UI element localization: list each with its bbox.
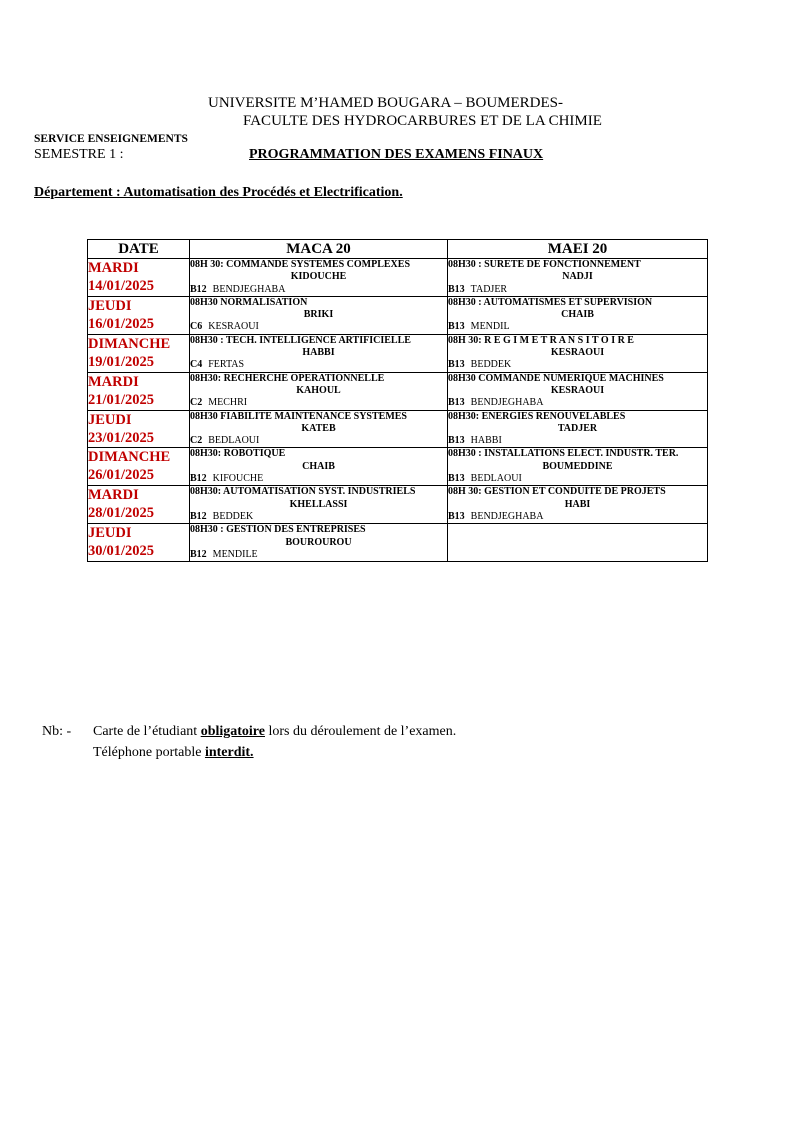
exam-professor: HABBI: [302, 347, 335, 359]
exam-date-cell: [88, 486, 190, 524]
note-obligatoire: obligatoire: [200, 724, 265, 739]
exam-room: B13: [448, 435, 465, 447]
department-title: Département : Automatisation des Procédés et Electrification.: [34, 185, 403, 200]
exam-room-line: [448, 359, 707, 371]
exam-room-line: [190, 359, 447, 371]
exam-professor: BRIKI: [303, 309, 334, 321]
maei-exam-cell: [448, 259, 708, 297]
maca-exam-cell: [190, 448, 448, 486]
maei-exam-cell: [448, 296, 708, 334]
header-maca: MACA 20: [190, 240, 448, 259]
maca-exam-cell: [190, 334, 448, 372]
exam-title: 08H 30: GESTION ET CONDUITE DE PROJETS: [448, 486, 666, 498]
exam-room: B12: [190, 283, 207, 295]
note-label: Nb: -: [42, 724, 72, 739]
exam-professor: KATEB: [301, 422, 336, 434]
table-header-row: [88, 240, 708, 259]
exam-room: C6: [190, 321, 203, 333]
exam-supervisor: BENDJEGHABA: [470, 397, 544, 409]
exam-title: 08H30 : SURETE DE FONCTIONNEMENT: [448, 259, 641, 270]
exam-title: 08H30 FIABILITE MAINTENANCE SYSTEMES: [190, 410, 407, 422]
exam-date: 21/01/2025: [88, 391, 155, 408]
note-line-1-prefix: Carte de l’étudiant: [93, 724, 198, 739]
exam-room-line: [448, 511, 707, 523]
faculty-name: FACULTE DES HYDROCARBURES ET DE LA CHIMIE: [243, 113, 602, 129]
exam-date: 28/01/2025: [88, 505, 155, 522]
exam-schedule-table: [87, 239, 708, 562]
exam-professor: BOUROUROU: [285, 536, 352, 548]
exam-day: MARDI: [88, 260, 139, 276]
program-title: PROGRAMMATION DES EXAMENS FINAUX: [249, 147, 544, 162]
exam-day: MARDI: [88, 487, 139, 504]
exam-supervisor: BEDLAOUI: [470, 473, 522, 485]
exam-room-line: [448, 284, 707, 296]
exam-date: 30/01/2025: [88, 543, 155, 560]
exam-supervisor: BENDJEGHABA: [470, 510, 544, 522]
exam-room-line: [190, 473, 447, 485]
exam-supervisor: BENDJEGHABA: [212, 283, 286, 295]
exam-date-cell: [88, 259, 190, 297]
exam-room-line: [190, 397, 447, 409]
exam-date-cell: [88, 296, 190, 334]
exam-supervisor: KESRAOUI: [208, 321, 259, 333]
exam-room: C2: [190, 397, 203, 409]
service-label: SERVICE ENSEIGNEMENTS: [34, 133, 188, 145]
exam-supervisor: BEDLAOUI: [208, 435, 260, 447]
maei-exam-cell: [448, 372, 708, 410]
exam-room-line: [190, 321, 447, 333]
exam-date-cell: [88, 410, 190, 448]
exam-room-line: [448, 473, 707, 485]
exam-room-line: [448, 321, 707, 333]
exam-title: 08H30 : GESTION DES ENTREPRISES: [190, 524, 366, 536]
exam-room-line: [190, 435, 447, 447]
exam-professor: HABI: [564, 498, 591, 510]
exam-title: 08H30 : AUTOMATISMES ET SUPERVISION: [448, 296, 653, 308]
exam-supervisor: FERTAS: [208, 359, 245, 371]
university-name: UNIVERSITE M’HAMED BOUGARA – BOUMERDES-: [208, 95, 564, 111]
table-row: [88, 410, 708, 448]
exam-supervisor: MENDIL: [470, 321, 510, 333]
note-line-2-prefix: Téléphone portable: [93, 745, 202, 760]
exam-professor: KHELLASSI: [289, 498, 348, 510]
exam-professor: KAHOUL: [296, 384, 341, 396]
exam-room: B12: [190, 548, 207, 560]
exam-professor: KESRAOUI: [550, 384, 605, 396]
exam-day: JEUDI: [88, 525, 132, 542]
exam-supervisor: BEDDEK: [212, 510, 254, 522]
exam-room: B13: [448, 283, 465, 295]
exam-room: B13: [448, 510, 465, 522]
maca-exam-cell: [190, 410, 448, 448]
exam-date-cell: [88, 372, 190, 410]
table-row: [88, 334, 708, 372]
header-maei: MAEI 20: [448, 240, 708, 259]
exam-professor: NADJI: [562, 271, 593, 283]
table-row: [88, 486, 708, 524]
exam-room: B13: [448, 473, 465, 485]
exam-title: 08H30: RECHERCHE OPERATIONNELLE: [190, 372, 385, 384]
exam-date: 16/01/2025: [88, 315, 155, 332]
exam-room: B13: [448, 397, 465, 409]
exam-date-cell: [88, 334, 190, 372]
exam-date: 19/01/2025: [88, 353, 155, 370]
maei-exam-cell: [448, 524, 708, 562]
exam-room: C4: [190, 359, 203, 371]
exam-supervisor: BEDDEK: [470, 359, 512, 371]
table-row: [88, 524, 708, 562]
exam-date-cell: [88, 448, 190, 486]
exam-supervisor: MENDILE: [212, 548, 258, 560]
exam-date: 26/01/2025: [88, 467, 155, 484]
header-date: DATE: [88, 240, 190, 259]
exam-day: JEUDI: [88, 411, 132, 428]
maei-exam-cell: [448, 486, 708, 524]
exam-date-cell: [88, 524, 190, 562]
maei-exam-cell: [448, 334, 708, 372]
exam-room-line: [448, 435, 707, 447]
exam-room: B12: [190, 473, 207, 485]
maca-exam-cell: [190, 486, 448, 524]
maca-exam-cell: [190, 296, 448, 334]
exam-supervisor: HABBI: [470, 435, 502, 447]
maei-exam-cell: [448, 448, 708, 486]
note-line-2: [93, 745, 254, 761]
semester-label: SEMESTRE 1 :: [34, 147, 124, 162]
note-line-1-suffix: lors du déroulement de l’examen.: [268, 724, 457, 739]
exam-supervisor: MECHRI: [208, 397, 248, 409]
note-interdit: interdit.: [204, 745, 254, 760]
exam-room: C2: [190, 435, 203, 447]
exam-title: 08H30 COMMANDE NUMERIQUE MACHINES: [448, 372, 664, 384]
exam-supervisor: KIFOUCHE: [212, 473, 264, 485]
exam-day: DIMANCHE: [88, 335, 171, 352]
exam-professor: TADJER: [557, 422, 598, 434]
table-row: [88, 296, 708, 334]
exam-date: 14/01/2025: [88, 278, 155, 294]
exam-title: 08H30 : TECH. INTELLIGENCE ARTIFICIELLE: [190, 334, 411, 346]
exam-day: MARDI: [88, 373, 139, 390]
exam-title: 08H30: ENERGIES RENOUVELABLES: [448, 410, 626, 422]
exam-room-line: [448, 524, 707, 536]
table-row: [88, 259, 708, 297]
exam-title: 08H30 NORMALISATION: [190, 296, 308, 308]
exam-professor: KESRAOUI: [550, 347, 605, 359]
exam-day: JEUDI: [88, 297, 132, 314]
maca-exam-cell: [190, 259, 448, 297]
exam-professor: CHAIB: [302, 460, 335, 472]
exam-professor: CHAIB: [561, 309, 594, 321]
exam-title: 08H30 : INSTALLATIONS ELECT. INDUSTR. TER.: [448, 448, 679, 460]
table-row: [88, 448, 708, 486]
exam-professor: BOUMEDDINE: [542, 460, 613, 472]
maca-exam-cell: [190, 524, 448, 562]
maei-exam-cell: [448, 410, 708, 448]
exam-room: B12: [190, 510, 207, 522]
table-row: [88, 372, 708, 410]
maca-exam-cell: [190, 372, 448, 410]
exam-room-line: [190, 549, 447, 561]
exam-room-line: [190, 284, 447, 296]
exam-room: B13: [448, 321, 465, 333]
exam-title: 08H 30: COMMANDE SYSTEMES COMPLEXES: [190, 259, 411, 270]
exam-title: 08H 30: R E G I M E T R A N S I T O I R E: [448, 334, 634, 346]
exam-room: B13: [448, 359, 465, 371]
exam-title: 08H30: ROBOTIQUE: [190, 448, 286, 460]
note-line-1: [93, 724, 456, 740]
exam-professor: KIDOUCHE: [290, 271, 347, 283]
exam-room-line: [448, 397, 707, 409]
exam-day: DIMANCHE: [88, 449, 171, 466]
exam-date: 23/01/2025: [88, 429, 155, 446]
exam-supervisor: TADJER: [470, 283, 508, 295]
exam-room-line: [190, 511, 447, 523]
exam-title: 08H30: AUTOMATISATION SYST. INDUSTRIELS: [190, 486, 416, 498]
